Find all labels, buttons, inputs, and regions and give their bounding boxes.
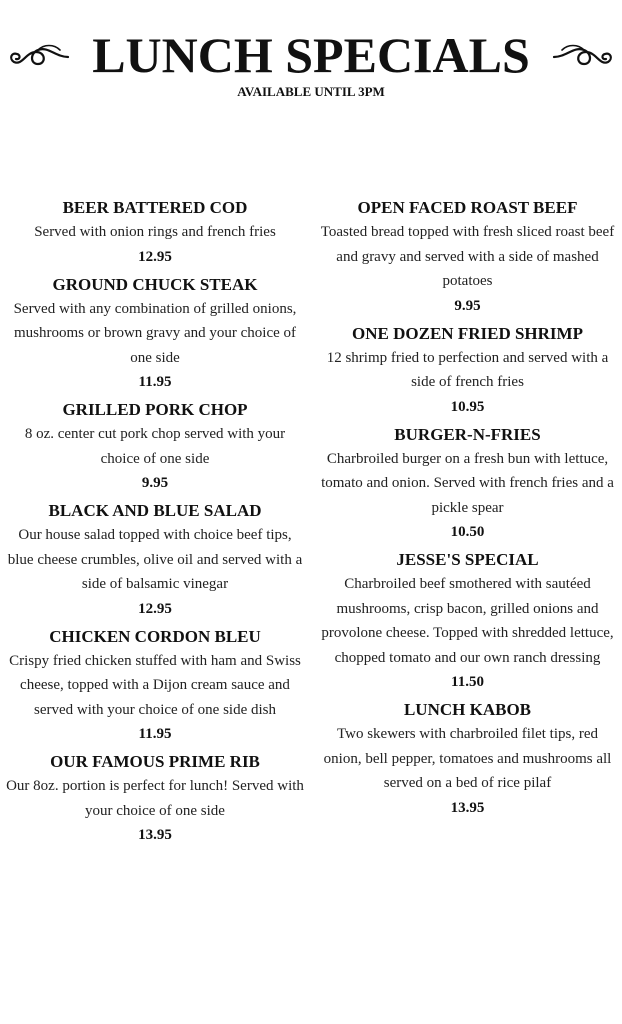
menu-item <box>316 423 619 545</box>
menu-item-name: BEER BATTERED COD <box>62 198 248 217</box>
menu-item-description: Our 8oz. portion is perfect for lunch! Served with your choice of one side <box>6 778 304 819</box>
menu-item-name: BURGER-N-FRIES <box>394 424 541 444</box>
menu-item <box>316 196 619 318</box>
menu-item-name: LUNCH KABOB <box>403 700 532 719</box>
menu-item-description: Crispy fried chicken stuffed with ham and Swiss cheese, topped with a Dijon cream sauce and served with your choice of one side dish <box>9 652 301 718</box>
menu-item-price: 9.95 <box>454 297 481 314</box>
menu-item-price: 10.95 <box>450 398 485 415</box>
menu-column-right <box>316 196 619 824</box>
menu-item-description: Served with onion rings and french fries <box>34 224 276 240</box>
menu-item-price: 13.95 <box>138 827 172 843</box>
menu-item <box>5 625 305 747</box>
menu-item-name: OPEN FACED ROAST BEEF <box>357 198 578 217</box>
menu-item-name: JESSE'S SPECIAL <box>396 550 539 569</box>
menu-item <box>5 273 305 395</box>
menu-item-price: 12.95 <box>138 248 172 265</box>
menu-column-left <box>5 196 305 851</box>
menu-item-description: Two skewers with charbroiled filet tips, red onion, bell pepper, tomatoes and mushrooms all served on a bed of rice pilaf <box>323 726 612 791</box>
menu-item-description: 12 shrimp fried to perfection and served with a side of french fries <box>326 349 609 390</box>
menu-item <box>316 698 619 820</box>
menu-item-name: ONE DOZEN FRIED SHRIMP <box>352 323 583 343</box>
page-title: LUNCH SPECIALS <box>92 27 530 83</box>
menu-item-description: Toasted bread topped with fresh sliced roast beef and gravy and served with a side of mashed potatoes <box>320 224 615 289</box>
menu-item-description: Served with any combination of grilled onions, mushrooms or brown gravy and your choice of one side <box>13 300 297 366</box>
menu-item <box>316 548 619 694</box>
menu-item-name: BLACK AND BLUE SALAD <box>48 501 262 520</box>
menu-item-price: 11.95 <box>138 726 172 742</box>
menu-item-description: Charbroiled burger on a fresh bun with lettuce, tomato and onion. Served with french fries and a pickle spear <box>321 450 614 516</box>
menu-item-name: OUR FAMOUS PRIME RIB <box>50 752 260 771</box>
menu-item <box>5 196 305 269</box>
menu-item-price: 13.95 <box>450 799 485 816</box>
menu-item <box>5 499 305 621</box>
menu-item-description: Charbroiled beef smothered with sautéed mushrooms, crisp bacon, grilled onions and provolone cheese. Topped with shredded lettuce, chopped tomato and our own ranch dressing <box>321 576 614 666</box>
menu-item-price: 9.95 <box>141 475 169 491</box>
menu-item-price: 11.50 <box>451 674 484 690</box>
menu-item <box>316 322 619 419</box>
menu-item <box>5 750 305 847</box>
menu-item-name: CHICKEN CORDON BLEU <box>49 626 261 646</box>
menu-item-name: GRILLED PORK CHOP <box>62 400 248 419</box>
page-subtitle: AVAILABLE UNTIL 3PM <box>237 84 385 99</box>
menu-item-name: GROUND CHUCK STEAK <box>52 274 258 294</box>
menu-item-price: 10.50 <box>450 524 485 540</box>
menu-item <box>5 398 305 495</box>
menu-item-price: 12.95 <box>138 600 172 617</box>
menu-item-description: Our house salad topped with choice beef tips, blue cheese crumbles, olive oil and served with a side of balsamic vinegar <box>7 527 303 592</box>
menu-item-description: 8 oz. center cut pork chop served with your choice of one side <box>24 426 286 467</box>
menu-item-price: 11.95 <box>138 374 172 390</box>
